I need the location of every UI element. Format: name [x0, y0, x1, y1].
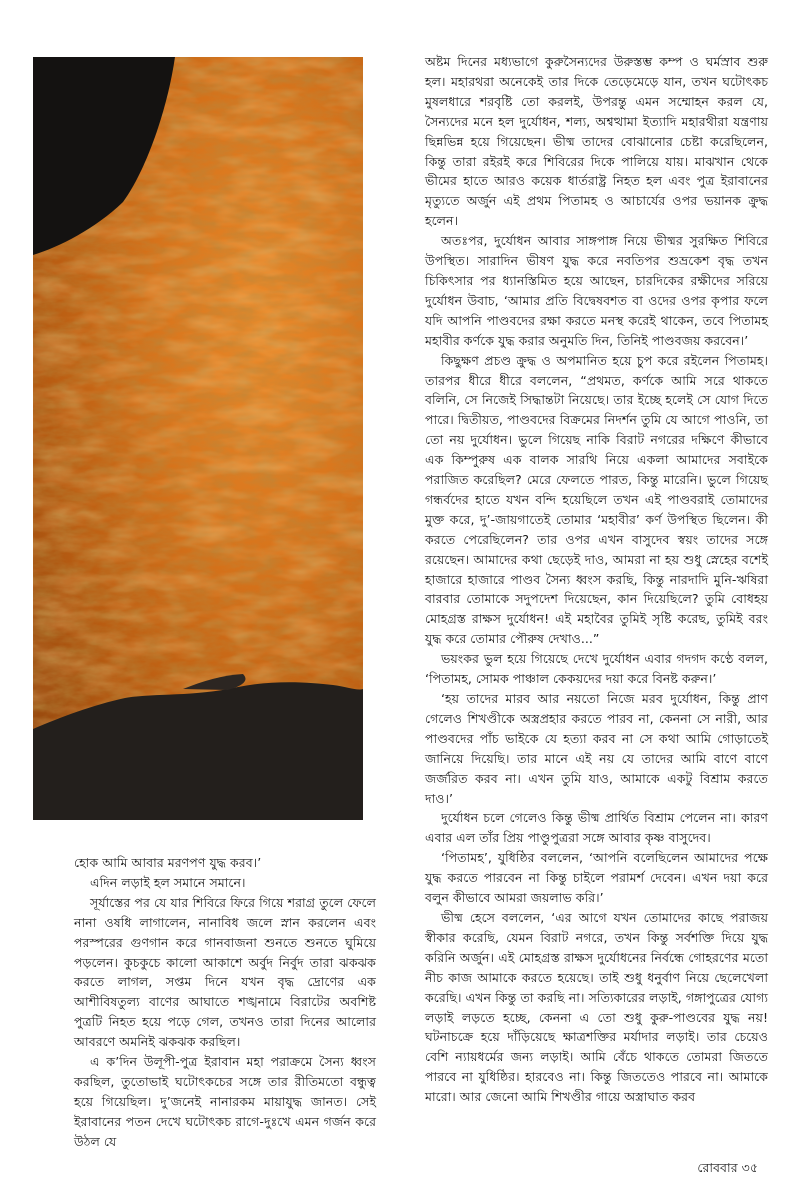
paragraph: ভয়ংকর ভুল হয়ে গিয়েছে দেখে দুর্যোধন এবার গদগদ কণ্ঠে বলল, ‘পিতামহ, সোমক পাঞ্চাল কেকয়দের দয়া করে বিনষ্ট করুন।’: [425, 651, 768, 687]
paragraph: অষ্টম দিনের মধ্যভাগে কুরুসৈন্যদের উরুস্তম্ভ কম্প ও ঘর্মস্রাব শুরু হল। মহারথরা অনেকেই তার দিকে তেড়েমেড়ে যান, তখন ঘটোৎকচ মুষলধারে শরবৃষ্টি তো করলই, উপরন্তু এমন সম্মোহন করল যে, সৈন্যদের মনে হল দুর্যোধন, শল্য, অশ্বত্থামা ইত্যাদি মহারথীরা যন্ত্রণায় ছিন্নভিন্ন হয়ে গিয়েছেন। ভীষ্ম তাদের বোঝানোর চেষ্টা করেছিলেন, কিন্তু তারা রইরই করে শিবিরের দিকে পালিয়ে যায়। মাঝখান থেকে ভীমের হাতে আরও কয়েক ধার্তরাষ্ট্র নিহত হল এবং পুত্র ইরাবানের মৃত্যুতে অর্জুন এই প্রথম পিতামহ ও আচার্যের ওপর ভয়ানক ক্রুদ্ধ হলেন।: [425, 54, 768, 229]
paragraph: ‘হয় তাদের মারব আর নয়তো নিজে মরব দুর্যোধন, কিন্তু প্রাণ গেলেও শিখণ্ডীকে অস্ত্রপ্রহার করতে পারব না, কেননা সে নারী, আর পাণ্ডবদের পাঁচ ভাইকে যে হত্যা করব না সে কথা আমি গোড়াতেই জানিয়ে দিয়েছি। তার মানে এই নয় যে তাদের আমি বাণে বাণে জর্জরিত করব না। এখন তুমি যাও, আমাকে একটু বিশ্রাম করতে দাও।’: [425, 691, 768, 806]
paragraph: দুর্যোধন চলে গেলেও কিন্তু ভীষ্ম প্রার্থিত বিশ্রাম পেলেন না। কারণ এবার এল তাঁর প্রিয় পাণ্ডুপুত্ররা সঙ্গে আবার কৃষ্ণ বাসুদেব।: [425, 810, 768, 846]
article-column-left: [74, 853, 376, 1152]
paragraph: ‘পিতামহ’, যুধিষ্ঠির বললেন, ‘আপনি বলেছিলেন আমাদের পক্ষে যুদ্ধ করতে পারবেন না কিন্তু চাইলে পরামর্শ দেবেন। এখন দয়া করে বলুন কীভাবে আমরা জয়লাভ করি।’: [425, 850, 768, 906]
page-folio: রোববার ৩৫: [697, 1160, 758, 1175]
paragraph: এ ক’দিন উলূপী-পুত্র ইরাবান মহা পরাক্রমে সৈন্য ধ্বংস করছিল, তুতোভাই ঘটোৎকচের সঙ্গে তার রীতিমতো বন্ধুত্ব হয়ে গিয়েছিল। দু’জনেই নানারকম মায়াযুদ্ধ জানত। সেই ইরাবানের পতন দেখে ঘটোৎকচ রাগে-দুঃখে এমন গর্জন করে উঠল যে: [74, 1054, 376, 1149]
paragraph: সূর্যাস্তের পর যে যার শিবিরে ফিরে গিয়ে শরাগ্র তুলে ফেলে নানা ওষধি লাগালেন, নানাবিধ জলে স্নান করলেন এবং পরস্পরের গুণগান করে গানবাজনা শুনতে শুনতে ঘুমিয়ে পড়লেন। কুচকুচে কালো আকাশে অর্বুদ নির্বুদ তারা ঝকঝক করতে লাগল, সপ্তম দিনে যখন বৃদ্ধ দ্রোণের এক আশীবিষতুল্য বাণের আঘাতে শঙ্খনামে বিরাটের অবশিষ্ট পুত্রটি নিহত হয়ে পড়ে গেল, তখনও তারা দিনের আলোর আবরণে অমনিই ঝকঝক করছিল।: [74, 894, 376, 1050]
illustration-painting: [33, 57, 363, 820]
painting-shapes: [33, 57, 363, 820]
paragraph: ভীষ্ম হেসে বললেন, ‘এর আগে যখন তোমাদের কাছে পরাজয় স্বীকার করেছি, যেমন বিরাট নগরে, তখন কিন্তু সর্বশক্তি দিয়ে যুদ্ধ করিনি অর্জুন। এই মোহগ্রস্ত রাক্ষস দুর্যোধনের নির্বন্ধে গোহরণের মতো নীচ কাজ আমাকে করতে হয়েছে। তাই শুধু ধনুর্বাণ নিয়ে ছেলেখেলা করেছি। এখন কিন্তু তা করছি না। সত্যিকারের লড়াই, গঙ্গাপুত্রের যোগ্য লড়াই লড়তে হচ্ছে, কেননা এ তো শুধু কুরু-পাণ্ডবের যুদ্ধ নয়! ঘটনাচক্রে হয়ে দাঁড়িয়েছে ক্ষাত্রশক্তির মর্যাদার লড়াই। তার চেয়েও বেশি ন্যায়ধর্মের জন্য লড়াই। আমি বেঁচে থাকতে তোমরা জিততে পারবে না যুধিষ্ঠির। হারবেও না। কিন্তু জিততেও পারবে না। আমাকে মারো। আর জেনো আমি শিখণ্ডীর গায়ে অস্ত্রাঘাত করব: [425, 909, 769, 1105]
paragraph: হোক আমি আবার মরণপণ যুদ্ধ করব।’: [74, 855, 262, 870]
paragraph: এদিন লড়াই হল সমানে সমানে।: [90, 874, 246, 890]
article-column-right: [425, 52, 768, 1107]
paragraph: অতঃপর, দুর্যোধন আবার সাঙ্গপাঙ্গ নিয়ে ভীষ্মর সুরক্ষিত শিবিরে উপস্থিত। সারাদিন ভীষণ যুদ্ধ করে নবতিপর শুভ্রকেশ বৃদ্ধ তখন চিকিৎসার পর ধ্যানস্তিমিত হয়ে আছেন, চারদিকের রক্ষীদের সরিয়ে দুর্যোধন উবাচ, ‘আমার প্রতি বিদ্বেষবশত বা ওদের ওপর কৃপার ফলে যদি আপনি পাণ্ডবদের রক্ষা করতে মনস্থ করেই থাকেন, তবে পিতামহ মহাবীর কর্ণকে যুদ্ধ করার অনুমতি দিন, তিনিই পাণ্ডবজয় করবেন।’: [425, 233, 768, 348]
paragraph: কিছুক্ষণ প্রচণ্ড ক্রুদ্ধ ও অপমানিত হয়ে চুপ করে রইলেন পিতামহ। তারপর ধীরে ধীরে বললেন, “প্রথমত, কর্ণকে আমি সরে থাকতে বলিনি, সে নিজেই সিদ্ধান্তটা নিয়েছে। তার ইচ্ছে হলেই সে যোগ দিতে পারে। দ্বিতীয়ত, পাণ্ডবদের বিক্রমের নিদর্শন তুমি যে আগে পাওনি, তা তো নয় দুর্যোধন। ভুলে গিয়েছ নাকি বিরাট নগরের দক্ষিণে কীভাবে এক কিম্পুরুষ এক বালক সারথি নিয়ে একলা আমাদের সবাইকে পরাজিত করেছিল? মেরে ফেলতে পারত, কিন্তু মারেনি। ভুলে গিয়েছ গন্ধর্বদের হাতে যখন বন্দি হয়েছিলে তখন এই পাণ্ডবরাই তোমাদের মুক্ত করে, দু’-জায়গাতেই তোমার ‘মহাবীর’ কর্ণ উপস্থিত ছিলেন। কী করতে পেরেছিলেন? তার ওপর এখন বাসুদেব স্বয়ং তাদের সঙ্গে রয়েছেন। আমাদের কথা ছেড়েই দাও, আমরা না হয় শুধু স্নেহের বশেই হাজারে হাজারে পাণ্ডব সৈন্য ধ্বংস করছি, কিন্তু নারদাদি মুনি-ঋষিরা বারবার তোমাকে সদুপদেশ দিয়েছেন, কান দিয়েছিলে? তুমি বোধহয় মোহগ্রস্ত রাক্ষস দুর্যোধন! এই মহাবৈর তুমিই সৃষ্টি করেছ, তুমিই বরং যুদ্ধ করে তোমার পৌরুষ দেখাও...”: [425, 352, 768, 647]
